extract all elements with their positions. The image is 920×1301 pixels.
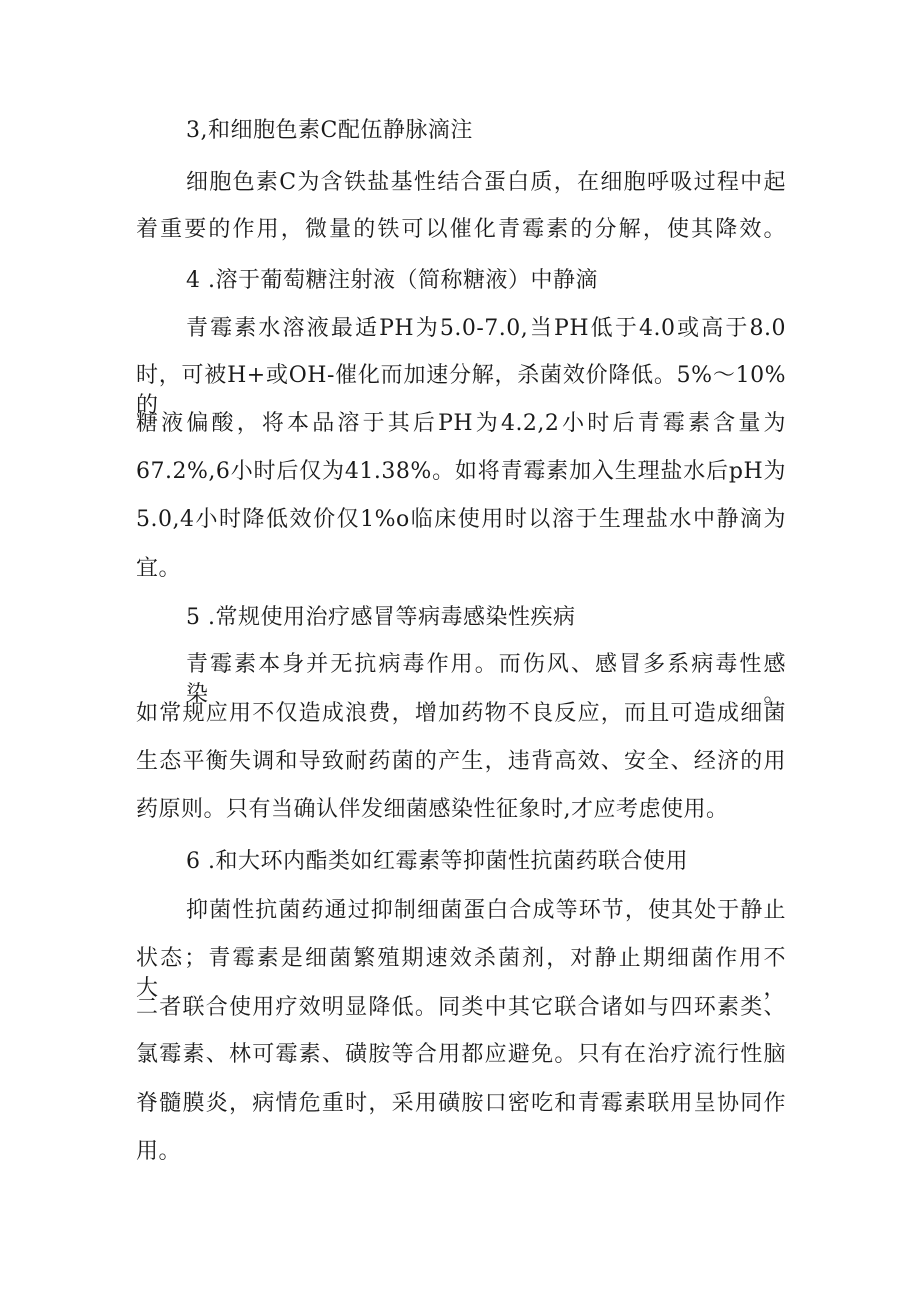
para-5-line-3: 生态平衡失调和导致耐药菌的产生，违背高效、安全、经济的用 (136, 749, 786, 774)
para-6-line-1: 抑菌性抗菌药通过抑制细菌蛋白合成等环节，使其处于静止 (186, 898, 786, 923)
para-5-line-2: 如常规应用不仅造成浪费，增加药物不良反应，而且可造成细菌 (136, 701, 786, 726)
para-4-line-5: 5.0,4小时降低效价仅1%o临床使用时以溶于生理盐水中静滴为 (136, 507, 786, 532)
para-5-line-4: 药原则。只有当确认伴发细菌感染性征象时,才应考虑使用。 (136, 797, 729, 822)
para-6-line-6: 用。 (136, 1139, 182, 1164)
heading-4: 4 .溶于葡萄糖注射液（简称糖液）中静滴 (186, 268, 598, 293)
para-4-line-4: 67.2%,6小时后仅为41.38%。如将青霉素加入生理盐水后pH为 (136, 459, 786, 484)
para-3-line-2: 着重要的作用，微量的铁可以催化青霉素的分解，使其降效。 (136, 217, 786, 242)
para-4-line-6: 宜。 (136, 556, 182, 581)
para-6-line-4: 氯霉素、林可霉素、磺胺等合用都应避免。只有在治疗流行性脑 (136, 1042, 786, 1067)
para-4-line-2: 时，可被H+或OH-催化而加速分解，杀菌效价降低。5%～10%的 (136, 363, 786, 418)
para-6-line-5: 脊髓膜炎，病情危重时，采用磺胺口密吃和青霉素联用呈协同作 (136, 1091, 786, 1116)
heading-6: 6 .和大环内酯类如红霉素等抑菌性抗菌药联合使用 (186, 849, 688, 874)
para-4-line-3: 糖液偏酸，将本品溶于其后PH为4.2,2小时后青霉素含量为 (136, 411, 786, 436)
heading-5: 5 .常规使用治疗感冒等病毒感染性疾病 (186, 605, 576, 630)
heading-3: 3,和细胞色素C配伍静脉滴注 (186, 118, 473, 143)
para-6-line-3: 二者联合使用疗效明显降低。同类中其它联合诸如与四环素类、 (136, 995, 786, 1020)
para-4-line-1: 青霉素水溶液最适PH为5.0-7.0,当PH低于4.0或高于8.0 (186, 316, 786, 341)
para-3-line-1: 细胞色素C为含铁盐基性结合蛋白质，在细胞呼吸过程中起 (186, 170, 786, 195)
para-6-line-2: 状态；青霉素是细菌繁殖期速效杀菌剂，对静止期细菌作用不大， (136, 946, 786, 1001)
para-5-line-1: 青霉素本身并无抗病毒作用。而伤风、感冒多系病毒性感染。 (186, 652, 786, 707)
